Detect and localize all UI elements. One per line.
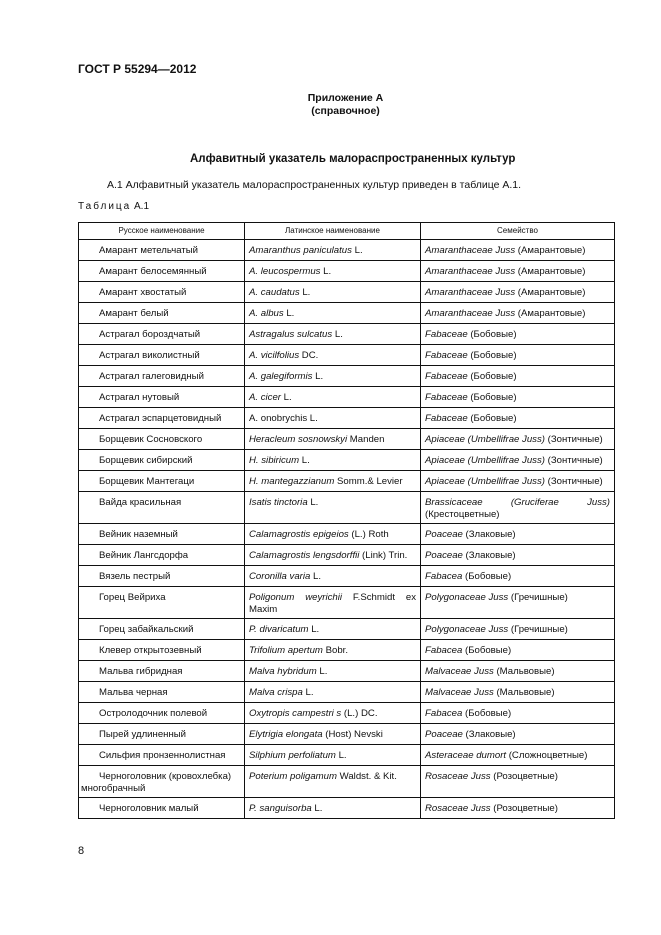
appendix-name: Приложение А	[307, 92, 384, 104]
russian-name-cell: Борщевик Сосновского	[79, 429, 245, 450]
latin-genus-species: Calamagrostis lengsdorffii	[249, 550, 360, 561]
family-russian: (Бобовые)	[467, 413, 517, 424]
family-latin: Poaceae	[425, 550, 463, 561]
latin-genus-species: A. leucospermus	[249, 266, 321, 277]
latin-author: L.	[320, 266, 332, 277]
latin-author: L.	[312, 371, 324, 382]
russian-name-cell: Клевер открытозевный	[79, 640, 245, 661]
table-label	[78, 201, 149, 212]
russian-name-cell: Горец забайкальский	[79, 619, 245, 640]
family-latin: Rosaceae Juss	[425, 803, 491, 814]
family-latin: Poaceae	[425, 529, 463, 540]
family-cell	[421, 798, 615, 819]
family-russian: (Бобовые)	[462, 571, 512, 582]
family-cell	[421, 240, 615, 261]
table-row	[79, 745, 615, 766]
family-latin: Amaranthaceae Juss	[425, 266, 516, 277]
latin-genus-species: Elytrigia elongata	[249, 729, 323, 740]
family-cell	[421, 387, 615, 408]
family-cell	[421, 682, 615, 703]
latin-genus-species: Poterium poligamum	[249, 771, 337, 782]
table-row	[79, 324, 615, 345]
section-heading: Алфавитный указатель малораспространенных культур	[190, 153, 516, 165]
family-russian: (Злаковые)	[462, 729, 516, 740]
russian-name-cell: Вейник Лангсдорфа	[79, 545, 245, 566]
latin-author: (L.) DC.	[341, 708, 378, 719]
family-russian: (Злаковые)	[462, 529, 516, 540]
table-row	[79, 766, 615, 798]
table-body	[79, 240, 615, 819]
latin-name-cell	[245, 703, 421, 724]
family-russian: (Зонтичные)	[544, 455, 603, 466]
family-latin: Fabaceae	[425, 392, 468, 403]
family-russian: (Амарантовые)	[515, 287, 586, 298]
family-latin: Polygonaceae Juss	[425, 624, 509, 635]
family-cell	[421, 408, 615, 429]
russian-name-cell: Амарант метельчатый	[79, 240, 245, 261]
latin-name-cell	[245, 303, 421, 324]
family-latin: Fabaceae	[425, 329, 468, 340]
family-latin: Poaceae	[425, 729, 463, 740]
family-latin: Amaranthaceae Juss	[425, 308, 516, 319]
family-latin: Brassicaceae (Gruciferae Juss)	[425, 497, 610, 508]
russian-name-cell: Мальва гибридная	[79, 661, 245, 682]
family-russian: (Крестоцветные)	[425, 508, 500, 520]
family-latin: Amaranthaceae Juss	[425, 287, 516, 298]
latin-genus-species: H. sibiricum	[249, 455, 300, 466]
family-cell	[421, 587, 615, 619]
family-russian: (Зонтичные)	[544, 434, 603, 445]
table-label-word: Таблица	[78, 201, 132, 212]
table-row	[79, 524, 615, 545]
latin-name-cell	[245, 682, 421, 703]
family-latin: Rosaceae Juss	[425, 771, 491, 782]
family-cell	[421, 303, 615, 324]
latin-name-cell	[245, 429, 421, 450]
family-russian: (Амарантовые)	[515, 308, 586, 319]
table-row	[79, 282, 615, 303]
family-russian: (Амарантовые)	[515, 266, 586, 277]
latin-author: Bobr.	[322, 645, 349, 656]
latin-name-cell	[245, 566, 421, 587]
table-row	[79, 387, 615, 408]
latin-name-cell	[245, 408, 421, 429]
latin-name-cell	[245, 324, 421, 345]
latin-author: L.	[316, 666, 328, 677]
latin-genus-species: Trifolium apertum	[249, 645, 323, 656]
latin-genus-species: P. sanguisorba	[249, 803, 312, 814]
family-russian: (Сложноцветные)	[506, 750, 588, 761]
latin-name-cell	[245, 240, 421, 261]
table-row	[79, 640, 615, 661]
russian-name-cell: Вейник наземный	[79, 524, 245, 545]
family-russian: (Бобовые)	[467, 371, 517, 382]
table-row	[79, 587, 615, 619]
latin-author: F.Schmidt ex Maxim	[249, 592, 416, 615]
latin-name-cell	[245, 587, 421, 619]
family-russian: (Бобовые)	[462, 708, 512, 719]
latin-author: (Host) Nevski	[322, 729, 383, 740]
russian-name-line: Черноголовник (кровохлебка)	[99, 771, 232, 782]
latin-author: L.	[307, 497, 319, 508]
table-row	[79, 261, 615, 282]
russian-name-cell: Амарант хвостатый	[79, 282, 245, 303]
russian-name-cell: Сильфия пронзеннолистная	[79, 745, 245, 766]
latin-genus-species: Oxytropis campestri s	[249, 708, 342, 719]
table-row	[79, 450, 615, 471]
latin-genus-species: Astragalus sulcatus	[249, 329, 333, 340]
latin-genus-species: P. divaricatum	[249, 624, 309, 635]
latin-name-cell	[245, 745, 421, 766]
latin-genus-species: A. cicer	[249, 392, 281, 403]
family-cell	[421, 282, 615, 303]
table-label-number: А.1	[134, 201, 150, 212]
family-cell	[421, 366, 615, 387]
latin-author: L.	[299, 455, 310, 466]
latin-name-cell	[245, 524, 421, 545]
family-cell	[421, 619, 615, 640]
latin-name-cell	[245, 261, 421, 282]
appendix-type: (справочное)	[311, 105, 380, 117]
family-latin: Malvaceae Juss	[425, 687, 494, 698]
table-row	[79, 682, 615, 703]
latin-name-cell	[245, 471, 421, 492]
russian-name-cell	[79, 766, 245, 798]
table-row	[79, 408, 615, 429]
family-cell	[421, 471, 615, 492]
family-cell	[421, 261, 615, 282]
family-russian: (Злаковые)	[462, 550, 516, 561]
latin-author: L.	[281, 392, 292, 403]
latin-genus-species: A. caudatus	[249, 287, 300, 298]
latin-author: Waldst. & Kit.	[336, 771, 397, 782]
family-latin: Fabaceae	[425, 371, 468, 382]
russian-name-cell: Амарант белосемянный	[79, 261, 245, 282]
latin-name-cell	[245, 724, 421, 745]
family-cell	[421, 640, 615, 661]
latin-genus-species: Heracleum sosnowskyi	[249, 434, 348, 445]
appendix-title	[0, 92, 661, 118]
russian-name-cell: Пырей удлиненный	[79, 724, 245, 745]
latin-name-cell	[245, 282, 421, 303]
latin-genus-species: A. albus	[249, 308, 284, 319]
latin-name-cell	[245, 798, 421, 819]
latin-name-cell	[245, 619, 421, 640]
family-cell	[421, 450, 615, 471]
latin-genus-species: Calamagrostis epigeios	[249, 529, 349, 540]
family-cell	[421, 703, 615, 724]
latin-genus-species: A. galegiformis	[249, 371, 313, 382]
family-russian: (Гречишные)	[508, 592, 568, 603]
family-latin: Fabacea	[425, 708, 463, 719]
family-russian: (Розоцветные)	[490, 803, 558, 814]
family-latin: Apiaceae (Umbellifrae Juss)	[425, 434, 545, 445]
family-cell	[421, 745, 615, 766]
family-latin: Fabacea	[425, 571, 463, 582]
column-header-family: Семейство	[421, 223, 615, 240]
family-russian: (Бобовые)	[462, 645, 512, 656]
russian-name-cell: Астрагал галеговидный	[79, 366, 245, 387]
latin-author: DC.	[299, 350, 319, 361]
table-row	[79, 724, 615, 745]
russian-name-cell: Борщевик сибирский	[79, 450, 245, 471]
latin-name-cell	[245, 345, 421, 366]
latin-author: L.	[308, 624, 320, 635]
family-latin: Asteraceae dumort	[425, 750, 507, 761]
family-latin: Fabaceae	[425, 413, 468, 424]
russian-name-cell: Черноголовник малый	[79, 798, 245, 819]
latin-name-cell	[245, 766, 421, 798]
family-cell	[421, 724, 615, 745]
latin-author: L.	[311, 803, 323, 814]
column-header-latin: Латинское наименование	[245, 223, 421, 240]
russian-name-cell: Горец Вейриха	[79, 587, 245, 619]
table-row	[79, 619, 615, 640]
family-russian: (Мальвовые)	[493, 687, 555, 698]
latin-name-cell	[245, 366, 421, 387]
latin-name-cell	[245, 387, 421, 408]
family-latin: Apiaceae (Umbellifrae Juss)	[425, 455, 545, 466]
family-cell	[421, 324, 615, 345]
table-row	[79, 798, 615, 819]
family-russian: (Розоцветные)	[490, 771, 558, 782]
latin-genus-species: Poligonum weyrichii	[249, 592, 342, 603]
latin-genus-species: Malva hybridum	[249, 666, 317, 677]
latin-author: Manden	[347, 434, 385, 445]
table-row	[79, 471, 615, 492]
latin-genus-species: Malva crispa	[249, 687, 303, 698]
family-russian: (Гречишные)	[508, 624, 568, 635]
table-row	[79, 566, 615, 587]
table-row	[79, 545, 615, 566]
column-header-russian: Русское наименование	[79, 223, 245, 240]
latin-name-cell	[245, 450, 421, 471]
family-cell	[421, 524, 615, 545]
family-cell	[421, 492, 615, 524]
intro-paragraph: А.1 Алфавитный указатель малораспространенных культур приведен в таблице А.1.	[107, 179, 522, 191]
russian-name-line: многобрачный	[81, 782, 146, 794]
russian-name-cell: Астрагал нутовый	[79, 387, 245, 408]
latin-author: L.	[283, 308, 295, 319]
latin-author: Somm.& Levier	[334, 476, 403, 487]
family-latin: Malvaceae Juss	[425, 666, 494, 677]
russian-name-cell: Амарант белый	[79, 303, 245, 324]
family-cell	[421, 429, 615, 450]
family-russian: (Бобовые)	[467, 392, 517, 403]
latin-genus-species: A. vicilfolius	[249, 350, 300, 361]
table-row	[79, 492, 615, 524]
latin-genus-species: Isatis tinctoria	[249, 497, 308, 508]
family-latin: Amaranthaceae Juss	[425, 245, 516, 256]
family-latin: Apiaceae (Umbellifrae Juss)	[425, 476, 545, 487]
table-row	[79, 366, 615, 387]
russian-name-cell: Вайда красильная	[79, 492, 245, 524]
russian-name-cell: Астрагал виколистный	[79, 345, 245, 366]
latin-name-cell	[245, 640, 421, 661]
family-cell	[421, 345, 615, 366]
latin-name-cell	[245, 661, 421, 682]
russian-name-cell: Астрагал эспарцетовидный	[79, 408, 245, 429]
russian-name-cell: Остролодочник полевой	[79, 703, 245, 724]
latin-genus-species: H. mantegazzianum	[249, 476, 335, 487]
latin-author: L.	[335, 750, 347, 761]
latin-author: (L.) Roth	[348, 529, 389, 540]
latin-author: L.	[332, 329, 343, 340]
latin-author: L.	[310, 571, 321, 582]
russian-name-cell: Вязель пестрый	[79, 566, 245, 587]
russian-name-cell: Мальва черная	[79, 682, 245, 703]
russian-name-cell: Астрагал бороздчатый	[79, 324, 245, 345]
family-latin: Fabacea	[425, 645, 463, 656]
latin-author: (Link) Trin.	[359, 550, 408, 561]
table-row	[79, 661, 615, 682]
latin-genus-species: Silphium perfoliatum	[249, 750, 336, 761]
table-row	[79, 303, 615, 324]
latin-genus-species: Coronilla varia	[249, 571, 311, 582]
latin-name-cell	[245, 492, 421, 524]
family-russian: (Амарантовые)	[515, 245, 586, 256]
family-russian: (Зонтичные)	[544, 476, 603, 487]
family-russian: (Мальвовые)	[493, 666, 555, 677]
latin-author: L.	[299, 287, 311, 298]
latin-name-cell	[245, 545, 421, 566]
family-russian: (Бобовые)	[467, 329, 517, 340]
family-cell	[421, 661, 615, 682]
table-row	[79, 703, 615, 724]
standard-number: ГОСТ Р 55294—2012	[78, 62, 197, 76]
page-number: 8	[78, 845, 85, 857]
latin-author: L.	[302, 687, 314, 698]
latin-author: A. onobrychis L.	[249, 413, 318, 424]
family-cell	[421, 566, 615, 587]
table-row	[79, 240, 615, 261]
table-row	[79, 429, 615, 450]
latin-author: L.	[351, 245, 363, 256]
russian-name-cell: Борщевик Мантегаци	[79, 471, 245, 492]
family-cell	[421, 766, 615, 798]
family-latin: Fabaceae	[425, 350, 468, 361]
family-latin: Polygonaceae Juss	[425, 592, 509, 603]
latin-genus-species: Amaranthus paniculatus	[249, 245, 352, 256]
table-row	[79, 345, 615, 366]
family-cell	[421, 545, 615, 566]
crops-table	[78, 222, 615, 819]
table-header-row	[79, 223, 615, 240]
family-russian: (Бобовые)	[467, 350, 517, 361]
